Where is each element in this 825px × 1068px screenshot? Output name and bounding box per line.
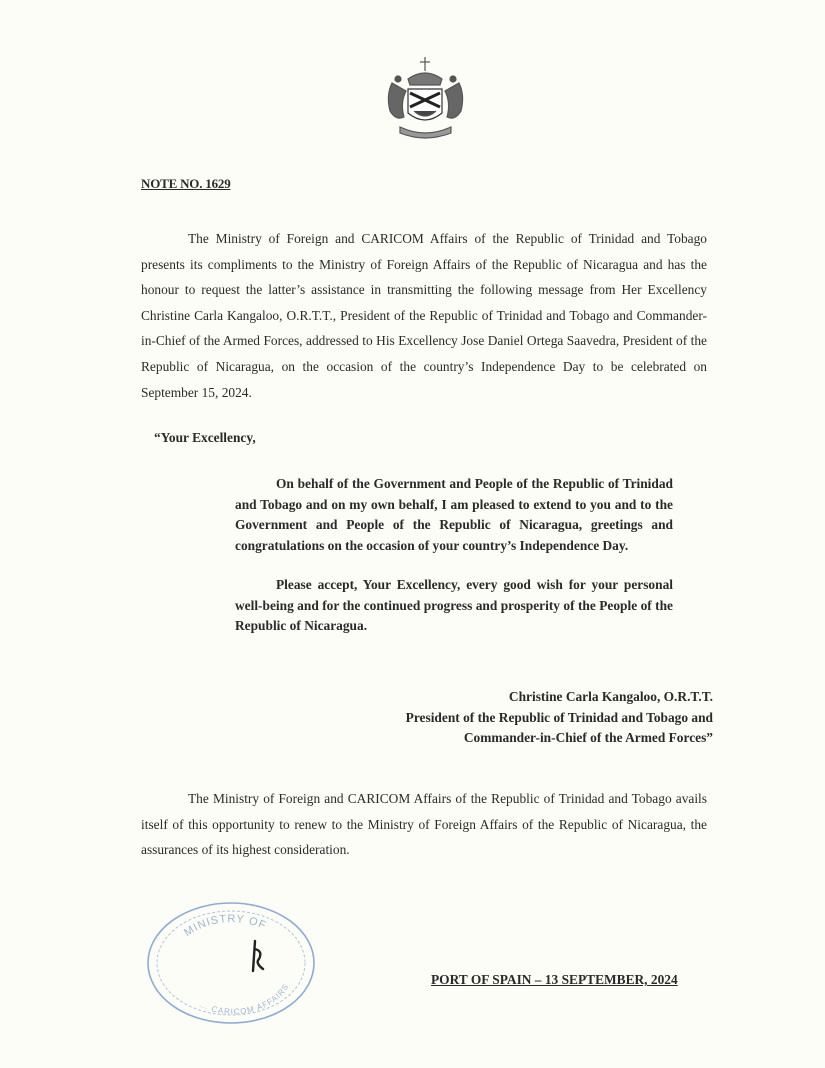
message-salutation: “Your Excellency,	[154, 430, 256, 445]
svg-text:MINISTRY OF	[182, 913, 268, 939]
message-paragraph-1: On behalf of the Government and People of the Republic of Trinidad and Tobago and on my own behalf, I am pleased to extend to you and to the Government and People of the Republic of Nicaragua, greetings and congratulations on the occasion of your country’s Independence Day.	[235, 476, 673, 553]
closing-paragraph: The Ministry of Foreign and CARICOM Affairs of the Republic of Trinidad and Tobago avails itself of this opportunity to renew to the Ministry of Foreign Affairs of the Republic of Nicaragua, the assurances of its highest consideration.	[141, 791, 707, 858]
signature-block	[406, 687, 713, 749]
signatory-title-line-1: President of the Republic of Trinidad and Tobago and	[405, 709, 713, 725]
signatory-name: Christine Carla Kangaloo, O.R.T.T.	[508, 689, 713, 704]
note-number: NOTE NO. 1629	[141, 176, 231, 191]
signatory-title-line-2: Commander-in-Chief of the Armed Forces”	[463, 730, 713, 745]
ministry-stamp	[143, 897, 318, 1027]
coat-of-arms-icon	[378, 55, 473, 143]
stamp-bottom-text: ... CARICOM AFFAIRS	[198, 982, 291, 1017]
opening-paragraph: The Ministry of Foreign and CARICOM Affairs of the Republic of Trinidad and Tobago presents its compliments to the Ministry of Foreign Affairs of the Republic of Nicaragua and has the honour to request the latter’s assistance in transmitting the following message from Her Excellency Christine Carla Kangaloo, O.R.T.T., President of the Republic of Trinidad and Tobago and Commander-in-Chief of the Armed Forces, addressed to His Excellency Jose Daniel Ortega Saavedra, President of the Republic of Nicaragua, on the occasion of the country’s Independence Day to be celebrated on September 15, 2024.	[141, 231, 707, 400]
stamp-top-text: MINISTRY OF	[182, 913, 269, 939]
svg-text:... CARICOM AFFAIRS	[198, 982, 291, 1016]
initials-signature	[253, 941, 263, 971]
place-and-date: PORT OF SPAIN – 13 SEPTEMBER, 2024	[431, 972, 678, 987]
message-paragraph-2: Please accept, Your Excellency, every good wish for your personal well-being and for the continued progress and prosperity of the People of the Republic of Nicaragua.	[235, 577, 673, 633]
